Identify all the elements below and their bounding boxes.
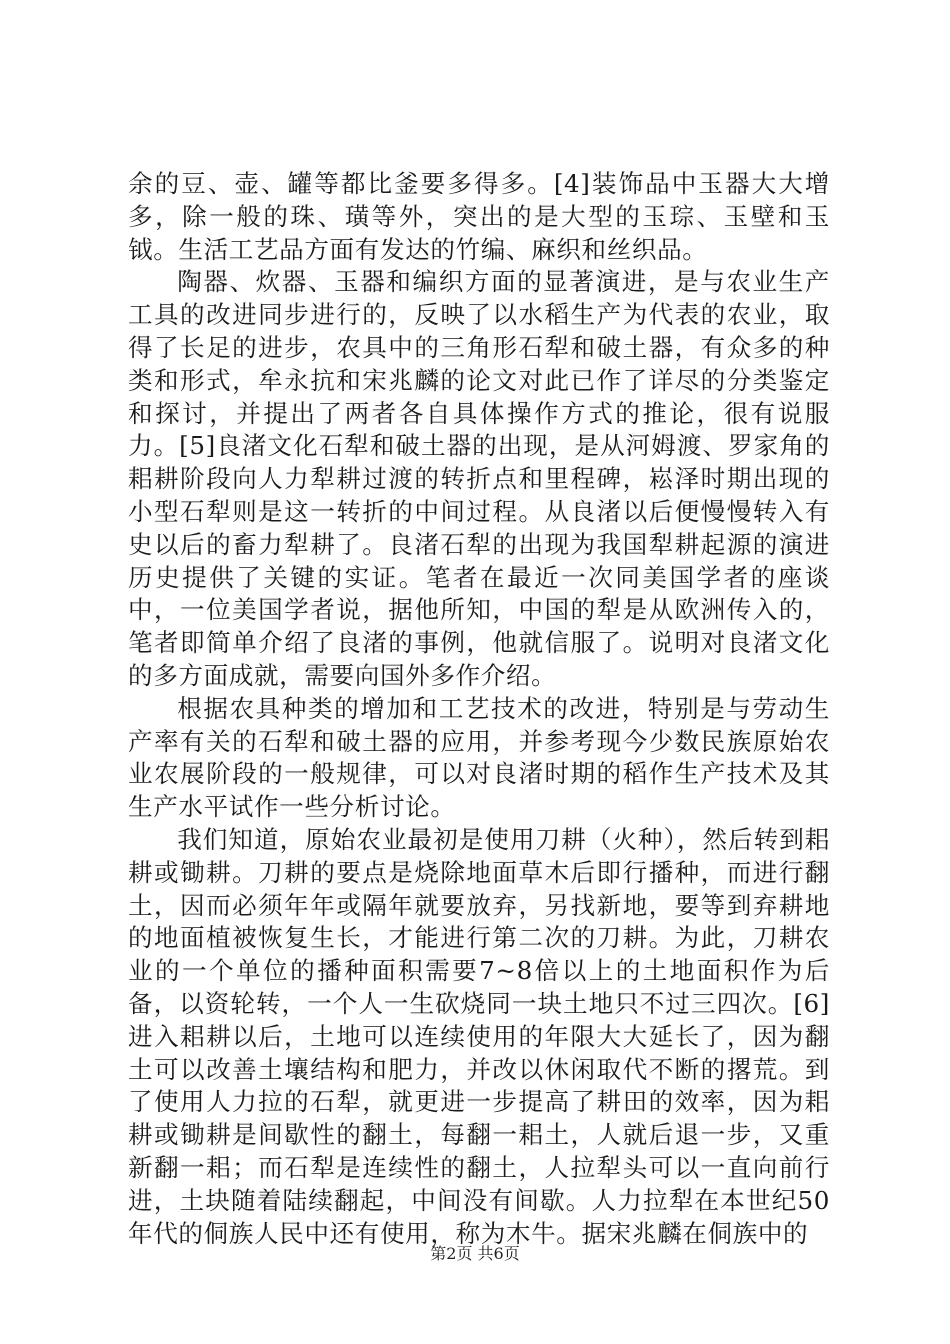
paragraph-4: 我们知道，原始农业最初是使用刀耕（火种），然后转到耜耕或锄耕。刀耕的要点是烧除地面草木后即行播种，而进行翻土，因而必须年年或隔年就要放弃，另找新地，要等到弃耕地的地面植被恢复生长，才能进行第二次的刀耕。为此，刀耕农业的一个单位的播种面积需要7~8倍以上的土地面积作为后备，以资轮转，一个人一生砍烧同一块土地只不过三四次。[6]进入耜耕以后，土地可以连续使用的年限大大延长了，因为翻土可以改善土壤结构和肥力，并改以休闲取代不断的撂荒。到了使用人力拉的石犁，就更进一步提高了耕田的效率，因为耜耕或锄耕是间歇性的翻土，每翻一耜土，人就后退一步，又重新翻一耜；而石犁是连续性的翻土，人拉犁头可以一直向前行进，土块随着陆续翻起，中间没有间歇。人力拉犁在本世纪50年代的侗族人民中还有使用，称为木牛。据宋兆麟在侗族中的	[128, 824, 830, 1248]
document-body	[128, 168, 830, 1250]
paragraph-2: 陶器、炊器、玉器和编织方面的显著演进，是与农业生产工具的改进同步进行的，反映了以水稻生产为代表的农业，取得了长足的进步，农具中的三角形石犁和破土器，有众多的种类和形式，牟永抗和宋兆麟的论文对此已作了详尽的分类鉴定和探讨，并提出了两者各自具体操作方式的推论，很有说服力。[5]良渚文化石犁和破土器的出现，是从河姆渡、罗家角的耜耕阶段向人力犁耕过渡的转折点和里程碑，崧泽时期出现的小型石犁则是这一转折的中间过程。从良渚以后便慢慢转入有史以后的畜力犁耕了。良渚石犁的出现为我国犁耕起源的演进历史提供了关键的实证。笔者在最近一次同美国学者的座谈中，一位美国学者说，据他所知，中国的犁是从欧洲传入的，笔者即简单介绍了良渚的事例，他就信服了。说明对良渚文化的多方面成就，需要向国外多作介绍。	[128, 267, 830, 690]
paragraph-3: 根据农具种类的增加和工艺技术的改进，特别是与劳动生产率有关的石犁和破土器的应用，并参考现今少数民族原始农业农展阶段的一般规律，可以对良渚时期的稻作生产技术及其生产水平试作一些分析讨论。	[128, 693, 830, 822]
paragraph-1: 余的豆、壶、罐等都比釜要多得多。[4]装饰品中玉器大大增多，除一般的珠、璜等外，突出的是大型的玉琮、玉壁和玉钺。生活工艺品方面有发达的竹编、麻织和丝织品。	[128, 169, 830, 264]
page-footer: 第2页 共6页	[430, 1244, 520, 1263]
